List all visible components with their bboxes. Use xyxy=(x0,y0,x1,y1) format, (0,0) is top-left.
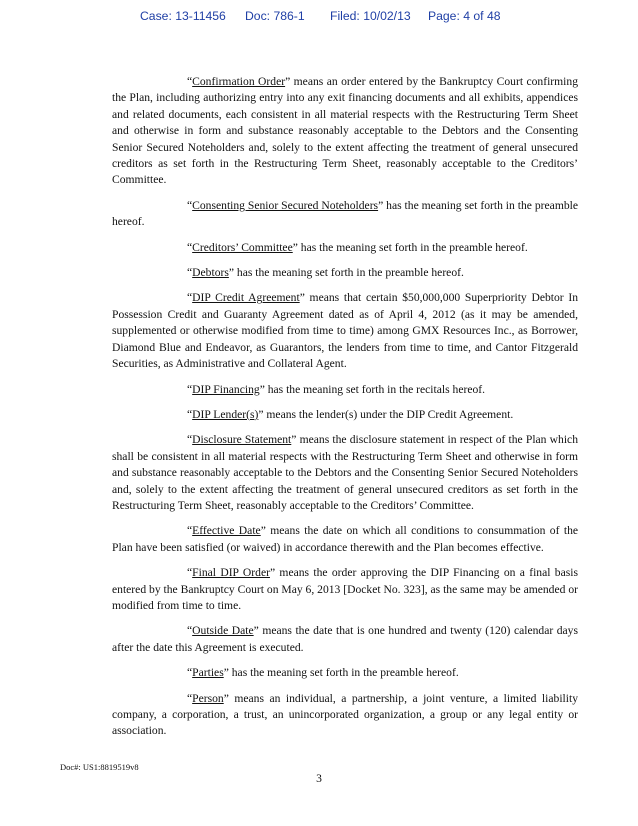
definition-disclosure-statement xyxy=(112,432,578,514)
defined-term: Parties xyxy=(192,666,224,680)
open-quote: “ xyxy=(187,198,193,212)
header-filed-date: Filed: 10/02/13 xyxy=(330,9,411,23)
definitions-body xyxy=(112,74,578,749)
defined-term: Confirmation Order xyxy=(192,75,286,88)
definition-effective-date xyxy=(112,523,578,556)
definition-outside-date xyxy=(112,623,578,656)
definition-person xyxy=(112,691,578,740)
open-quote: “ xyxy=(187,691,193,705)
defined-term: Final DIP Order xyxy=(192,566,270,580)
definition-text: ” means the date that is one hundred and twenty (120) calendar days after the date this Agreement is executed. xyxy=(112,624,578,654)
open-quote: “ xyxy=(187,407,193,421)
definition-dip-lenders xyxy=(112,407,578,423)
definition-parties xyxy=(112,665,578,681)
definition-consenting-noteholders xyxy=(112,198,578,231)
definition-text: ” means the order approving the DIP Financing on a final basis entered by the Bankruptcy Court on May 6, 2013 [Docket No. 323], as the same may be amended or modified from time to time. xyxy=(112,566,578,612)
defined-term: Effective Date xyxy=(192,524,261,538)
definition-text: ” means an individual, a partnership, a joint venture, a limited liability company, a corporation, a trust, an unincorporated organization, a group or any legal entity or association. xyxy=(112,691,578,738)
definition-text: ” means that certain $50,000,000 Superpriority Debtor In Possession Credit and Guaranty Agreement dated as of April 4, 2012 (as it may be amended, supplemented or otherwise modified from time to time) among GMX Resources Inc., as Borrower, Diamond Blue and Endeavor, as Guarantors, the lenders from time to time, and Cantor Fitzgerald Securities, as Administrative and Collateral Agent. xyxy=(112,291,579,371)
open-quote: “ xyxy=(187,624,193,638)
header-page-count: Page: 4 of 48 xyxy=(428,9,501,23)
open-quote: “ xyxy=(187,524,193,538)
definition-dip-financing xyxy=(112,382,578,398)
definition-text: ” has the meaning set forth in the preamble hereof. xyxy=(292,240,528,254)
definition-final-dip-order xyxy=(112,565,578,614)
open-quote: “ xyxy=(187,240,193,254)
definition-confirmation-order xyxy=(112,74,578,189)
definition-text: ” has the meaning set forth in the recitals hereof. xyxy=(259,382,486,396)
defined-term: Creditors’ Committee xyxy=(192,240,293,254)
open-quote: “ xyxy=(187,566,193,580)
footer-page-number: 3 xyxy=(316,772,322,785)
definition-text: ” has the meaning set forth in the preamble hereof. xyxy=(228,266,464,280)
definition-text: ” means an order entered by the Bankruptcy Court confirming the Plan, including authorizing entry into any exit financing documents and all exhibits, appendices and related documents, each consistent in all material respects with the Restructuring Term Sheet and otherwise in form and substance reasonably acceptable to the Debtors and the Consenting Senior Secured Noteholders and, solely to the extent affecting the treatment of general unsecured creditors as set forth in the Restructuring Term Sheet, reasonably acceptable to the Creditors’ Committee. xyxy=(112,75,579,187)
definition-dip-credit-agreement xyxy=(112,290,578,372)
defined-term: DIP Lender(s) xyxy=(192,407,259,421)
defined-term: DIP Financing xyxy=(192,382,260,396)
header-case-number: Case: 13-11456 xyxy=(140,9,226,23)
open-quote: “ xyxy=(187,75,193,88)
definition-text: ” means the disclosure statement in respect of the Plan which shall be consistent in all material respects with the Restructuring Term Sheet and otherwise in form and substance reasonably acceptable to the Debtors and the Consenting Senior Secured Noteholders and, solely to the extent affecting the treatment of general unsecured creditors as set forth in the Restructuring Term Sheet, reasonably acceptable to the Creditors’ Committee. xyxy=(112,433,578,512)
defined-term: Person xyxy=(192,691,224,705)
definition-debtors xyxy=(112,265,578,281)
footer-document-id: Doc#: US1:8819519v8 xyxy=(60,762,139,772)
open-quote: “ xyxy=(187,291,193,305)
open-quote: “ xyxy=(187,666,193,680)
definition-creditors-committee xyxy=(112,240,578,256)
defined-term: Outside Date xyxy=(192,624,254,638)
defined-term: DIP Credit Agreement xyxy=(192,291,300,305)
defined-term: Disclosure Statement xyxy=(192,433,292,447)
open-quote: “ xyxy=(187,266,193,280)
definition-text: ” has the meaning set forth in the preamble hereof. xyxy=(223,666,459,680)
open-quote: “ xyxy=(187,433,193,447)
open-quote: “ xyxy=(187,382,193,396)
definition-text: ” has the meaning set forth in the preamble hereof. xyxy=(112,198,578,229)
defined-term: Consenting Senior Secured Noteholders xyxy=(192,198,379,212)
definition-text: ” means the date on which all conditions to consummation of the Plan have been satisfied (or waived) in accordance therewith and the Plan becomes effective. xyxy=(112,524,579,554)
header-doc-number: Doc: 786-1 xyxy=(245,9,305,23)
defined-term: Debtors xyxy=(192,266,229,280)
definition-text: ” means the lender(s) under the DIP Credit Agreement. xyxy=(258,407,514,421)
